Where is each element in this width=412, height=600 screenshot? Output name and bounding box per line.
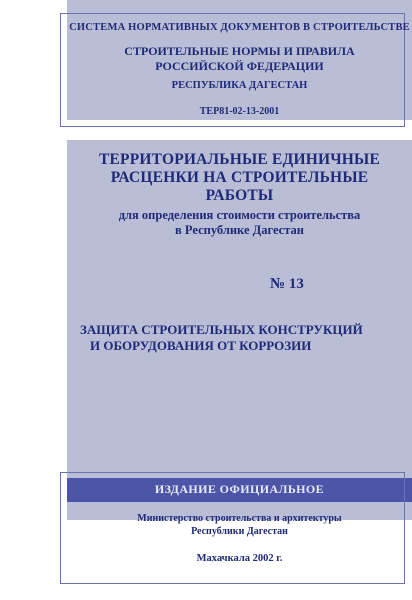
document-subtitle — [67, 208, 412, 238]
collection-topic — [80, 322, 400, 354]
snip-line-1: СТРОИТЕЛЬНЫЕ НОРМЫ И ПРАВИЛА — [124, 44, 355, 58]
topic-line-1: ЗАЩИТА СТРОИТЕЛЬНЫХ КОНСТРУКЦИЙ — [80, 322, 363, 337]
official-edition-label: ИЗДАНИЕ ОФИЦИАЛЬНОЕ — [154, 482, 325, 496]
snip-line-2: РОССИЙСКОЙ ФЕДЕРАЦИИ — [155, 59, 324, 73]
city-year: Махачкала 2002 г. — [196, 553, 283, 564]
publisher-line-1: Министерство строительства и архитектуры — [137, 513, 342, 524]
topic-line-2: И ОБОРУДОВАНИЯ ОТ КОРРОЗИИ — [90, 338, 312, 353]
title-line-3: РАБОТЫ — [205, 187, 274, 204]
subtitle-line-1: для определения стоимости строительства — [118, 208, 361, 222]
title-line-2: РАСЦЕНКИ НА СТРОИТЕЛЬНЫЕ — [110, 169, 369, 186]
subtitle-line-2: в Республике Дагестан — [175, 223, 304, 237]
snip-title — [67, 44, 412, 74]
publisher — [67, 512, 412, 538]
system-title: СИСТЕМА НОРМАТИВНЫХ ДОКУМЕНТОВ В СТРОИТЕЛЬСТВЕ — [69, 22, 410, 33]
republic-label: РЕСПУБЛИКА ДАГЕСТАН — [171, 80, 308, 91]
title-line-1: ТЕРРИТОРИАЛЬНЫЕ ЕДИНИЧНЫЕ — [98, 151, 381, 168]
collection-number: № 13 — [270, 276, 304, 292]
document-title — [67, 151, 412, 205]
publisher-line-2: Республики Дагестан — [191, 526, 288, 537]
document-code: ТЕР81-02-13-2001 — [199, 106, 280, 117]
